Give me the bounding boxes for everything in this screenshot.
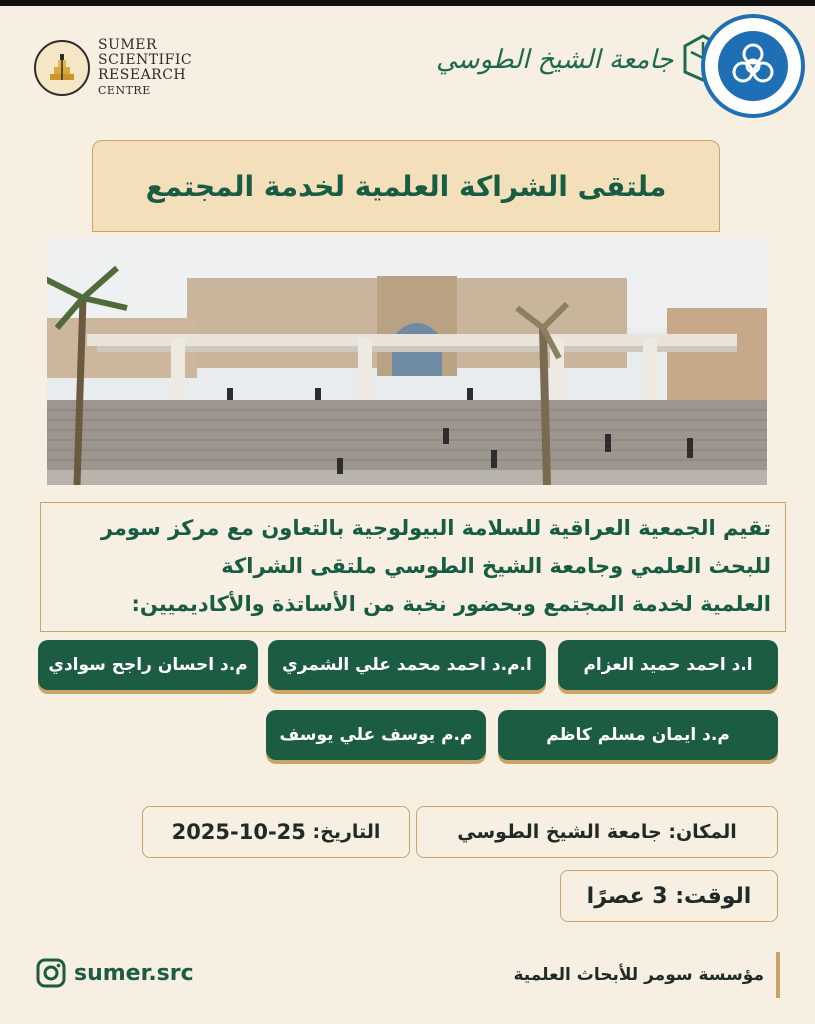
sumer-line1: SUMER — [98, 37, 157, 53]
instagram-handle[interactable]: sumer.src — [74, 960, 194, 986]
description-line-3: العلمية لخدمة المجتمع وبحضور نخبة من الأساتذة والأكاديميين: — [131, 592, 771, 616]
university-building-photo — [47, 238, 767, 485]
biohazard-icon — [718, 31, 788, 101]
event-title: ملتقى الشراكة العلمية لخدمة المجتمع — [145, 169, 667, 203]
instagram-icon[interactable] — [36, 958, 66, 988]
date-label: التاريخ: — [312, 821, 381, 843]
tusi-wordmark: جامعة الشيخ الطوسي — [436, 45, 674, 75]
description-box — [40, 502, 786, 632]
sumer-line4: CENTRE — [98, 84, 151, 97]
participant-pill: م.م يوسف علي يوسف — [266, 710, 486, 760]
sumer-logo — [34, 38, 192, 98]
time-box — [560, 870, 778, 922]
date-value: 2025-10-25 — [171, 820, 306, 844]
sumer-wordmark — [98, 38, 192, 98]
foundation-signature — [480, 952, 780, 998]
foundation-accent-bar — [776, 952, 780, 998]
date-box — [142, 806, 410, 858]
participant-pill: ا.د احمد حميد العزام — [558, 640, 778, 690]
participant-pill: م.د احسان راجح سوادي — [38, 640, 258, 690]
description-line-1: تقيم الجمعية العراقية للسلامة البيولوجية بالتعاون مع مركز سومر — [100, 516, 771, 540]
sumer-line2: SCIENTIFIC — [98, 52, 193, 68]
place-box — [416, 806, 778, 858]
time-value: 3 عصرًا — [586, 883, 668, 909]
sumer-line3: RESEARCH — [98, 67, 187, 83]
top-border — [0, 0, 815, 6]
description-line-2: للبحث العلمي وجامعة الشيخ الطوسي ملتقى الشراكة — [221, 554, 771, 578]
foundation-name: مؤسسة سومر للأبحاث العلمية — [513, 965, 764, 985]
participant-pill: ا.م.د احمد محمد علي الشمري — [268, 640, 546, 690]
tusi-university-logo — [436, 32, 725, 88]
time-label: الوقت: — [675, 883, 752, 909]
instagram-handle-block[interactable] — [36, 958, 194, 988]
place-label: المكان: — [668, 821, 737, 843]
biosafety-association-logo — [701, 14, 805, 118]
place-value: جامعة الشيخ الطوسي — [457, 821, 662, 843]
event-title-box — [92, 140, 720, 232]
participant-pill: م.د ايمان مسلم كاظم — [498, 710, 778, 760]
ziggurat-icon — [34, 40, 90, 96]
